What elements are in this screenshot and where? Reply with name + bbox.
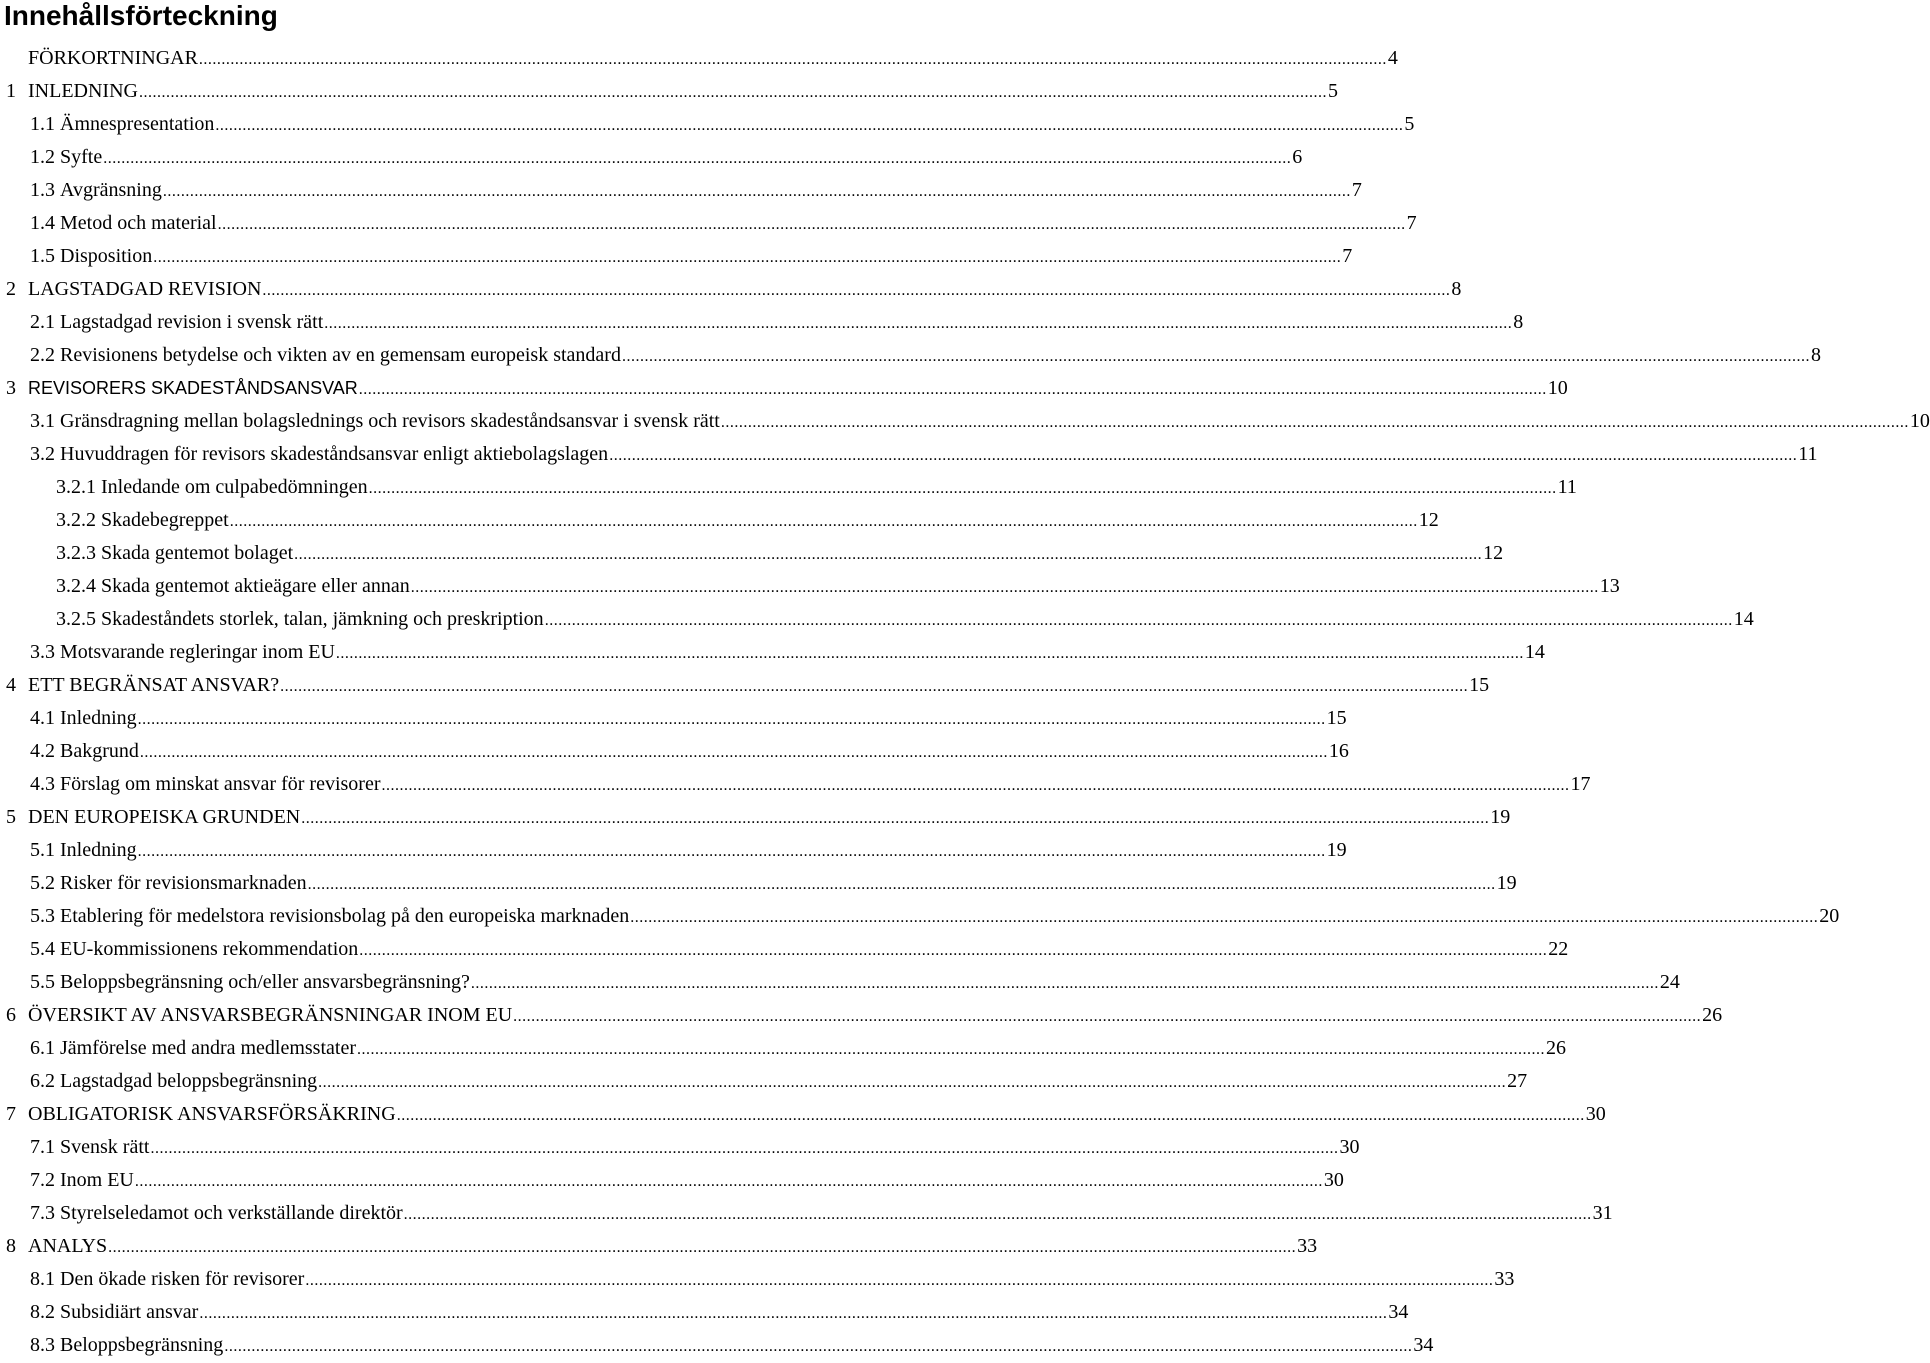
toc-entry[interactable]	[0, 537, 1504, 570]
toc-dot-leader	[369, 472, 1557, 505]
toc-entry-number: 3.3	[30, 641, 55, 663]
toc-entry-title: Inledning	[60, 707, 137, 729]
toc-entry-number: 7.3	[30, 1202, 55, 1224]
toc-entry-title: Beloppsbegränsning	[60, 1334, 224, 1356]
toc-dot-leader	[280, 670, 1468, 703]
toc-dot-leader	[301, 802, 1489, 835]
toc-entry[interactable]	[0, 1296, 1409, 1329]
toc-dot-leader	[404, 1198, 1592, 1231]
toc-dot-leader	[153, 241, 1341, 274]
toc-entry[interactable]	[0, 735, 1349, 768]
toc-entry-page-number: 12	[1418, 509, 1439, 531]
toc-entry-page-number: 4	[1387, 47, 1398, 69]
toc-entry-title: Avgränsning	[60, 179, 162, 201]
toc-entry-page-number: 30	[1339, 1136, 1360, 1158]
toc-entry-page-number: 24	[1659, 971, 1680, 993]
toc-entry-title: Etablering för medelstora revisionsbolag på den europeiska marknaden	[60, 905, 630, 927]
toc-entry[interactable]	[0, 1230, 1318, 1263]
toc-entry[interactable]	[0, 999, 1723, 1032]
page-title: Innehållsförteckning	[4, 0, 278, 31]
toc-dot-leader	[513, 1000, 1701, 1033]
toc-entry-number: 3.2.1	[56, 476, 96, 498]
toc-entry-number: 1.5	[30, 245, 55, 267]
toc-entry[interactable]	[0, 207, 1417, 240]
toc-entry-title: Inledning	[60, 839, 137, 861]
toc-dot-leader	[262, 274, 1450, 307]
toc-entry-page-number: 31	[1592, 1202, 1613, 1224]
toc-entry[interactable]	[0, 174, 1362, 207]
toc-entry[interactable]	[0, 1263, 1515, 1296]
toc-entry[interactable]	[0, 471, 1577, 504]
toc-entry-title: Gränsdragning mellan bolagslednings och revisors skadeståndsansvar i svensk rätt	[60, 410, 720, 432]
toc-entry-page-number: 19	[1326, 839, 1347, 861]
toc-entry-number: 5	[6, 806, 16, 828]
toc-dot-leader	[630, 901, 1818, 934]
toc-entry-number: 5.5	[30, 971, 55, 993]
toc-entry-page-number: 33	[1494, 1268, 1515, 1290]
toc-entry-page-number: 30	[1323, 1169, 1344, 1191]
toc-entry-page-number: 15	[1326, 707, 1347, 729]
toc-entry-number: 6.1	[30, 1037, 55, 1059]
toc-entry-title: Inom EU	[60, 1169, 134, 1191]
toc-dot-leader	[150, 1132, 1338, 1165]
toc-entry-page-number: 14	[1524, 641, 1545, 663]
toc-dot-leader	[357, 1033, 1545, 1066]
toc-dot-leader	[721, 406, 1909, 439]
toc-entry[interactable]	[0, 669, 1490, 702]
toc-entry-title: Lagstadgad beloppsbegränsning	[60, 1070, 318, 1092]
toc-dot-leader	[471, 967, 1659, 1000]
toc-entry-page-number: 6	[1292, 146, 1303, 168]
toc-dot-leader	[199, 1297, 1387, 1330]
toc-dot-leader	[135, 1165, 1323, 1198]
toc-entry-title: Ämnespresentation	[60, 113, 215, 135]
toc-entry-title: Skadebegreppet	[101, 509, 229, 531]
toc-entry[interactable]	[0, 405, 1930, 438]
toc-entry-number: 3.2.4	[56, 575, 96, 597]
toc-entry-title: Den ökade risken för revisorer	[60, 1268, 305, 1290]
toc-entry-number: 2.1	[30, 311, 55, 333]
toc-entry-number: 4	[6, 674, 16, 696]
toc-entry-page-number: 26	[1702, 1004, 1723, 1026]
toc-entry-title: Styrelseledamot och verkställande direktör	[60, 1202, 403, 1224]
toc-entry-title: OBLIGATORISK ANSVARSFÖRSÄKRING	[28, 1103, 396, 1125]
toc-entry-page-number: 16	[1328, 740, 1349, 762]
toc-entry[interactable]	[0, 240, 1353, 273]
toc-entry-number: 2.2	[30, 344, 55, 366]
toc-entry-page-number: 10	[1547, 377, 1568, 399]
table-of-contents	[0, 42, 1930, 1362]
toc-entry-title: EU-kommissionens rekommendation	[60, 938, 359, 960]
toc-dot-leader	[218, 208, 1406, 241]
toc-dot-leader	[381, 769, 1569, 802]
toc-entry-number: 3.1	[30, 410, 55, 432]
toc-entry-number: 4.1	[30, 707, 55, 729]
toc-entry-title: REVISORERS SKADESTÅNDSANSVAR	[28, 378, 358, 398]
toc-entry-page-number: 26	[1546, 1037, 1566, 1059]
toc-entry[interactable]	[0, 834, 1347, 867]
toc-entry-number: 5.2	[30, 872, 55, 894]
toc-entry-page-number: 30	[1585, 1103, 1606, 1125]
toc-entry[interactable]	[0, 1197, 1613, 1230]
toc-entry-title: Motsvarande regleringar inom EU	[60, 641, 335, 663]
toc-entry-number: 8.2	[30, 1301, 55, 1323]
toc-entry-page-number: 19	[1496, 872, 1517, 894]
toc-entry-number: 2	[6, 278, 16, 300]
toc-entry-number: 7.2	[30, 1169, 55, 1191]
toc-entry[interactable]	[0, 108, 1415, 141]
toc-entry-title: Metod och material	[60, 212, 217, 234]
toc-entry-page-number: 10	[1909, 410, 1930, 432]
toc-entry-title: Lagstadgad revision i svensk rätt	[60, 311, 324, 333]
toc-entry[interactable]	[0, 1098, 1606, 1131]
toc-entry-number: 3.2.2	[56, 509, 96, 531]
toc-entry-page-number: 22	[1548, 938, 1569, 960]
toc-entry-title: Syfte	[60, 146, 103, 168]
toc-entry[interactable]	[0, 768, 1591, 801]
toc-entry-page-number: 33	[1297, 1235, 1318, 1257]
toc-entry-title: Risker för revisionsmarknaden	[60, 872, 307, 894]
toc-dot-leader	[609, 439, 1797, 472]
toc-dot-leader	[140, 736, 1328, 769]
toc-entry[interactable]	[0, 1329, 1434, 1362]
toc-entry-number: 1.4	[30, 212, 55, 234]
toc-entry-page-number: 7	[1351, 179, 1362, 201]
toc-entry-title: Inledande om culpabedömningen	[101, 476, 368, 498]
toc-entry[interactable]	[0, 867, 1517, 900]
toc-entry-title: Skada gentemot bolaget	[101, 542, 294, 564]
toc-dot-leader	[336, 637, 1524, 670]
toc-entry[interactable]	[0, 636, 1545, 669]
toc-entry-number: 4.2	[30, 740, 55, 762]
toc-entry-title: FÖRKORTNINGAR	[28, 47, 198, 69]
toc-dot-leader	[324, 307, 1512, 340]
toc-entry-number: 7.1	[30, 1136, 55, 1158]
toc-entry-title: Skada gentemot aktieägare eller annan	[101, 575, 410, 597]
toc-entry[interactable]	[0, 933, 1569, 966]
toc-entry-number: 1	[6, 80, 16, 102]
toc-entry-number: 1.2	[30, 146, 55, 168]
toc-dot-leader	[308, 868, 1496, 901]
toc-entry-title: Förslag om minskat ansvar för revisorer	[60, 773, 381, 795]
toc-dot-leader	[230, 505, 1418, 538]
toc-entry-number: 3	[6, 377, 16, 399]
toc-entry[interactable]	[0, 273, 1462, 306]
toc-entry-title: ANALYS	[28, 1235, 108, 1257]
toc-entry-page-number: 14	[1733, 608, 1754, 630]
toc-entry-page-number: 20	[1819, 905, 1840, 927]
toc-entry-number: 8.3	[30, 1334, 55, 1356]
toc-entry-page-number: 15	[1469, 674, 1490, 696]
toc-entry-title: DEN EUROPEISKA GRUNDEN	[28, 806, 301, 828]
toc-entry-number: 8	[6, 1235, 16, 1257]
toc-entry[interactable]	[0, 306, 1524, 339]
toc-dot-leader	[622, 340, 1810, 373]
toc-dot-leader	[359, 373, 1547, 406]
toc-entry[interactable]	[0, 1164, 1344, 1197]
toc-entry[interactable]	[0, 702, 1347, 735]
toc-entry-title: Subsidiärt ansvar	[60, 1301, 199, 1323]
toc-dot-leader	[545, 604, 1733, 637]
toc-entry-title: Svensk rätt	[60, 1136, 150, 1158]
toc-entry-number: 5.1	[30, 839, 55, 861]
toc-entry-number: 5.3	[30, 905, 55, 927]
toc-entry-number: 6	[6, 1004, 16, 1026]
toc-entry-number: 4.3	[30, 773, 55, 795]
toc-entry-number: 1.3	[30, 179, 55, 201]
toc-dot-leader	[138, 835, 1326, 868]
toc-dot-leader	[138, 703, 1326, 736]
toc-dot-leader	[294, 538, 1482, 571]
toc-entry-number: 5.4	[30, 938, 55, 960]
toc-entry-title: Bakgrund	[60, 740, 139, 762]
toc-dot-leader	[199, 43, 1387, 76]
toc-entry-title: LAGSTADGAD REVISION	[28, 278, 262, 300]
toc-entry-number: 6.2	[30, 1070, 55, 1092]
toc-entry[interactable]	[0, 339, 1821, 372]
toc-entry-title: Revisionens betydelse och vikten av en gemensam europeisk standard	[60, 344, 621, 366]
toc-entry[interactable]	[0, 75, 1338, 108]
toc-dot-leader	[397, 1099, 1585, 1132]
toc-entry[interactable]	[0, 1065, 1528, 1098]
toc-entry-number: 7	[6, 1103, 16, 1125]
toc-entry-page-number: 11	[1798, 443, 1818, 465]
toc-entry-number: 1.1	[30, 113, 55, 135]
toc-entry-page-number: 12	[1483, 542, 1504, 564]
toc-entry[interactable]	[0, 801, 1511, 834]
toc-entry-page-number: 8	[1513, 311, 1524, 333]
toc-entry-page-number: 11	[1557, 476, 1577, 498]
toc-entry-number: 3.2	[30, 443, 55, 465]
toc-entry-page-number: 34	[1413, 1334, 1434, 1356]
toc-entry[interactable]	[0, 1032, 1566, 1065]
toc-dot-leader	[103, 142, 1291, 175]
toc-entry[interactable]	[0, 141, 1303, 174]
toc-dot-leader	[305, 1264, 1493, 1297]
toc-dot-leader	[359, 934, 1547, 967]
toc-dot-leader	[215, 109, 1403, 142]
toc-entry-page-number: 27	[1507, 1070, 1528, 1092]
toc-entry-title: Jämförelse med andra medlemsstater	[60, 1037, 356, 1059]
toc-entry[interactable]	[0, 966, 1680, 999]
toc-entry-page-number: 5	[1404, 113, 1415, 135]
toc-entry[interactable]	[0, 42, 1398, 75]
toc-entry[interactable]	[0, 570, 1620, 603]
toc-entry[interactable]	[0, 438, 1818, 471]
toc-entry-page-number: 34	[1388, 1301, 1409, 1323]
toc-entry-title: Skadeståndets storlek, talan, jämkning och preskription	[101, 608, 544, 630]
toc-entry-number: 3.2.5	[56, 608, 96, 630]
toc-entry[interactable]	[0, 900, 1840, 933]
toc-entry-title: ETT BEGRÄNSAT ANSVAR?	[28, 674, 280, 696]
toc-dot-leader	[411, 571, 1599, 604]
toc-entry[interactable]	[0, 504, 1439, 537]
toc-entry-page-number: 13	[1599, 575, 1620, 597]
toc-entry-page-number: 17	[1570, 773, 1591, 795]
toc-dot-leader	[224, 1330, 1412, 1363]
toc-entry[interactable]	[0, 372, 1568, 405]
toc-entry-page-number: 8	[1810, 344, 1821, 366]
toc-dot-leader	[318, 1066, 1506, 1099]
toc-entry-number: 8.1	[30, 1268, 55, 1290]
toc-entry-number: 3.2.3	[56, 542, 96, 564]
toc-entry-title: INLEDNING	[28, 80, 138, 102]
toc-entry-page-number: 8	[1451, 278, 1462, 300]
toc-entry[interactable]	[0, 603, 1754, 636]
toc-entry-title: ÖVERSIKT AV ANSVARSBEGRÄNSNINGAR INOM EU	[28, 1004, 513, 1026]
toc-entry-title: Beloppsbegränsning och/eller ansvarsbegränsning?	[60, 971, 470, 993]
toc-entry-page-number: 7	[1342, 245, 1353, 267]
toc-dot-leader	[108, 1231, 1296, 1264]
toc-dot-leader	[139, 76, 1327, 109]
toc-entry-page-number: 19	[1490, 806, 1511, 828]
toc-entry-page-number: 5	[1327, 80, 1338, 102]
toc-entry-title: Huvuddragen för revisors skadeståndsansvar enligt aktiebolagslagen	[60, 443, 609, 465]
toc-entry-page-number: 7	[1406, 212, 1417, 234]
toc-entry-title: Disposition	[60, 245, 153, 267]
toc-entry[interactable]	[0, 1131, 1360, 1164]
toc-dot-leader	[163, 175, 1351, 208]
